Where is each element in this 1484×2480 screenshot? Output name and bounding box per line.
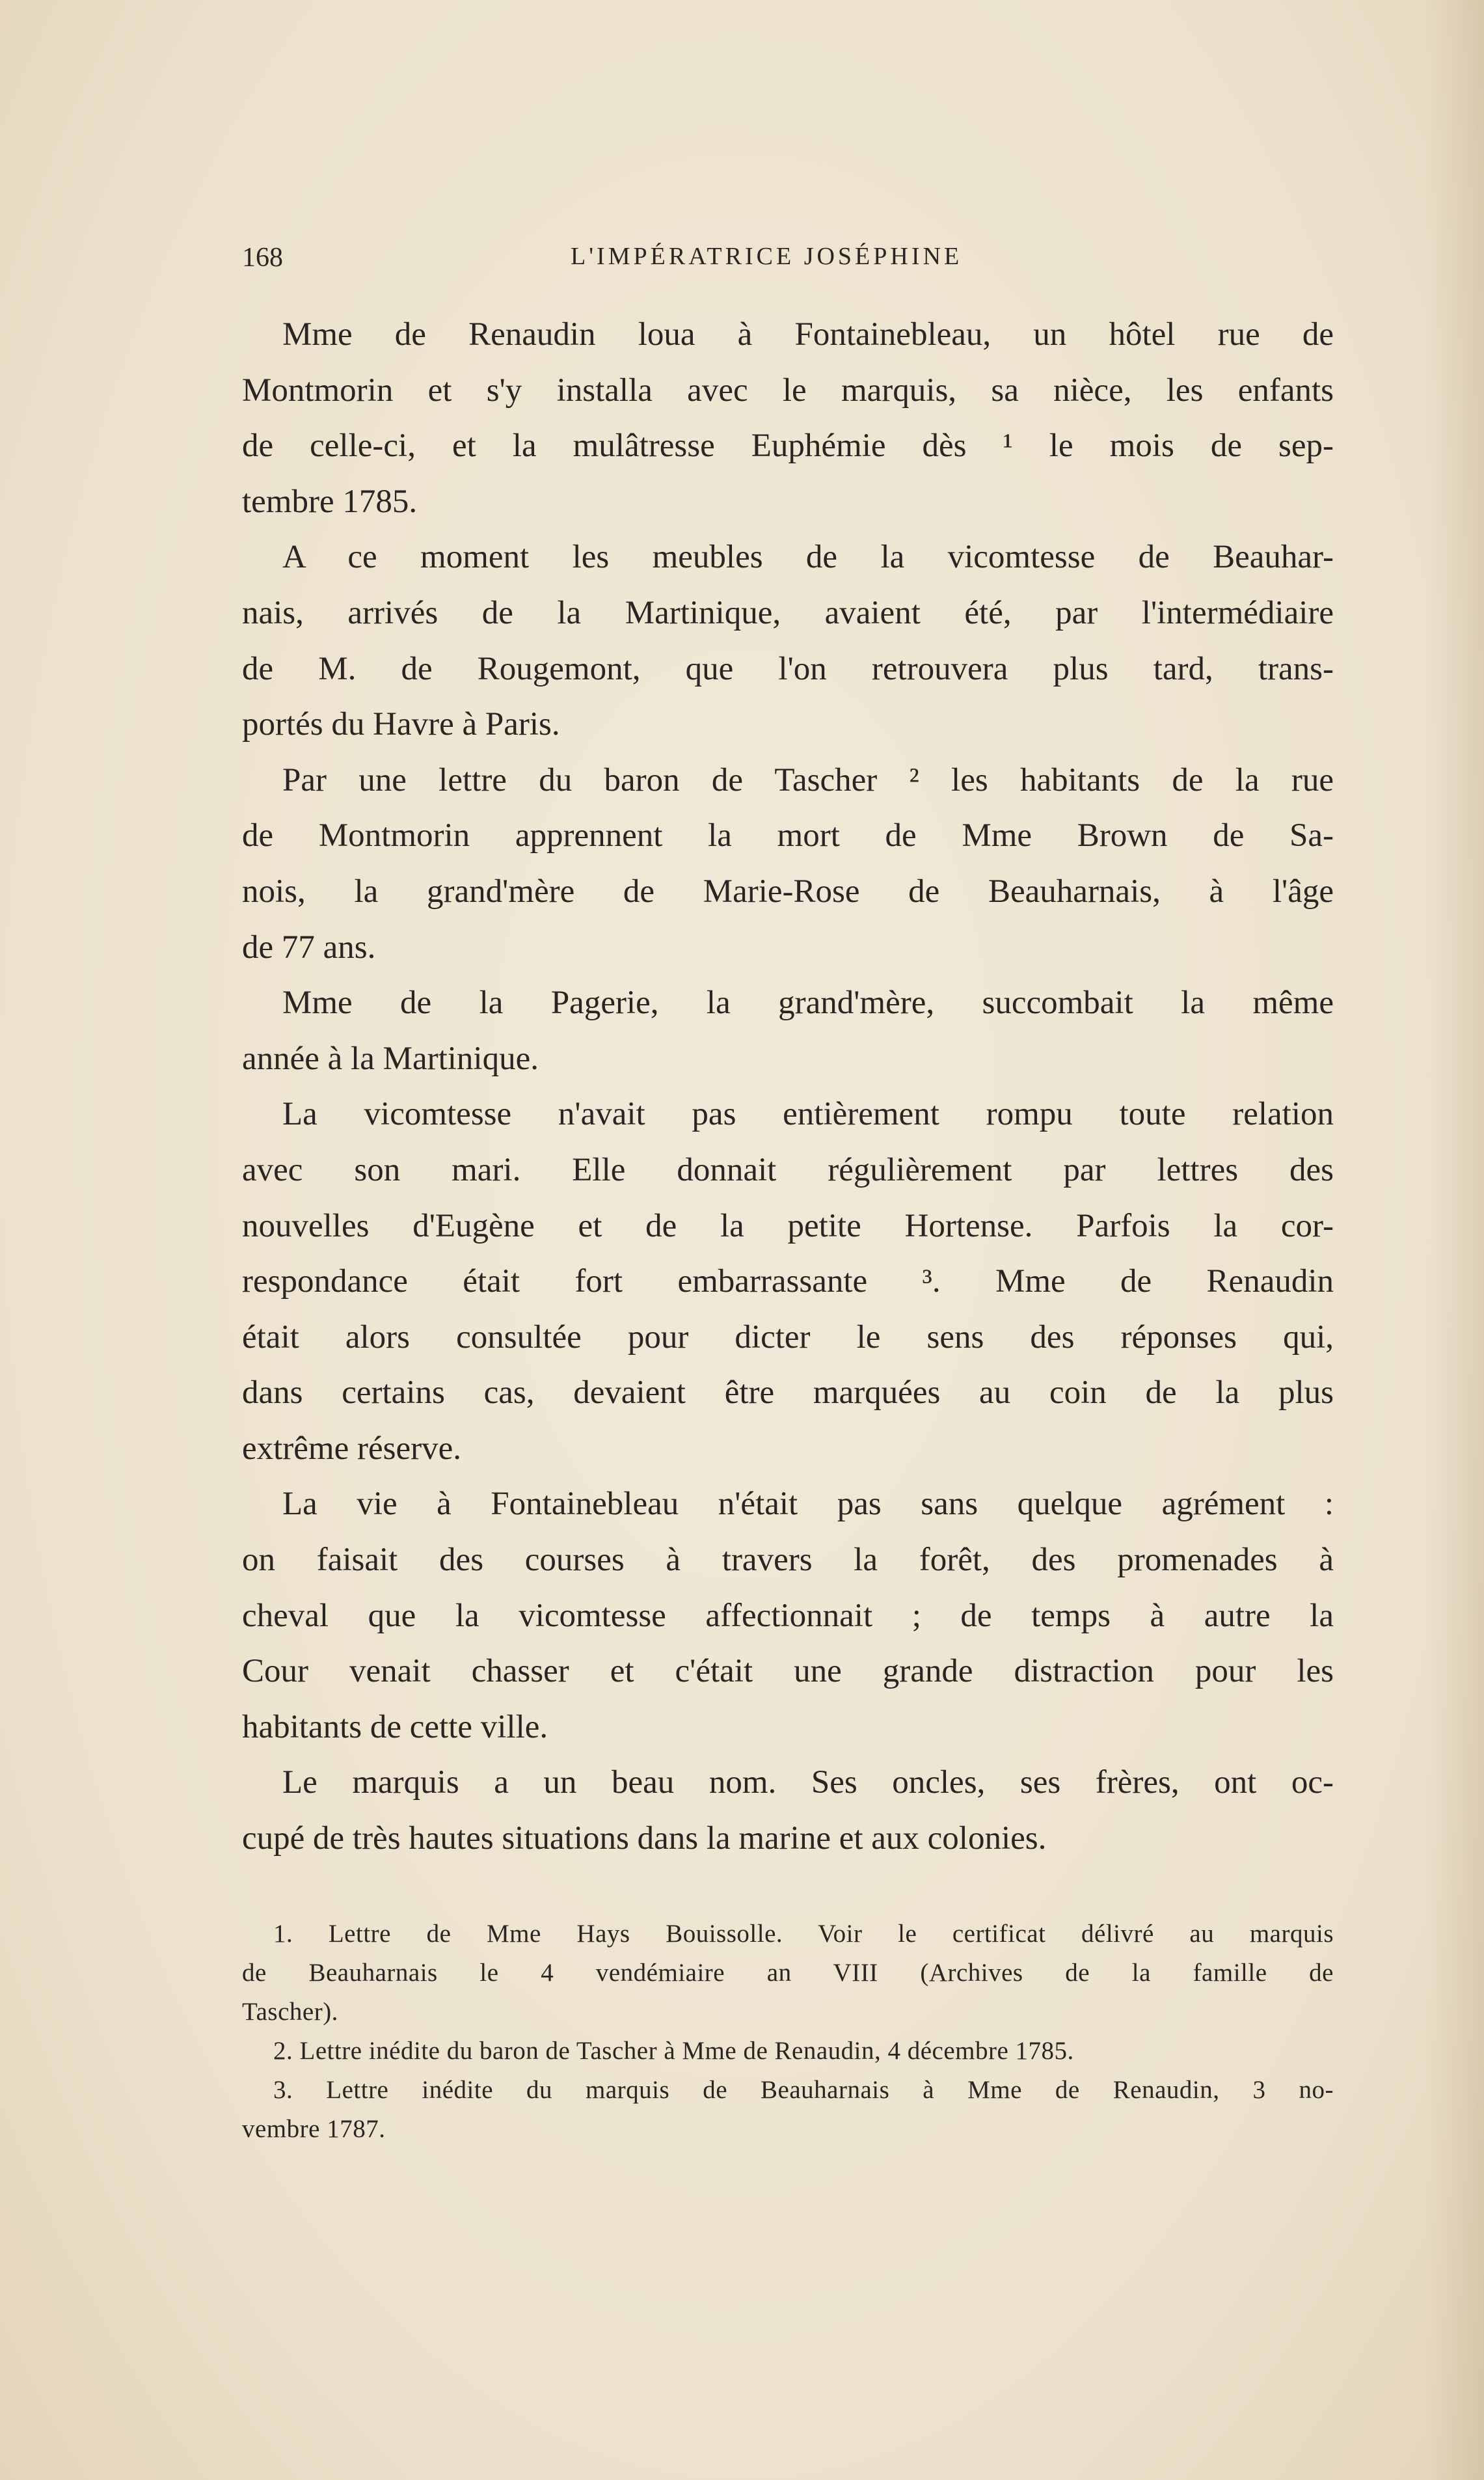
text-line: Montmorin et s'y installa avec le marquis, sa nièce, les enfants [242,372,1334,409]
text-line: portés du Havre à Paris. [242,706,560,743]
text-line: avec son mari. Elle donnait régulièrement par lettres des [242,1151,1334,1188]
text-line: de M. de Rougemont, que l'on retrouvera plus tard, trans- [242,650,1334,687]
text-line: Le marquis a un beau nom. Ses oncles, ses frères, ont oc- [282,1764,1334,1801]
text-line: année à la Martinique. [242,1040,539,1077]
footnote-line: de Beauharnais le 4 vendémiaire an VIII (Archives de la famille de [242,1959,1334,1987]
paragraph [242,1755,1334,1866]
running-title: L'IMPÉRATRICE JOSÉPHINE [571,243,963,270]
text-line: Cour venait chasser et c'était une grande distraction pour les [242,1653,1334,1690]
text-line: de celle-ci, et la mulâtresse Euphémie dès ¹ le mois de sep- [242,428,1334,465]
text-line: cheval que la vicomtesse affectionnait ; de temps à autre la [242,1597,1334,1634]
footnote-line: Tascher). [242,1998,338,2026]
footnote [242,2071,1334,2149]
paragraph [242,753,1334,975]
footnotes [242,1915,1334,2149]
body-text [242,307,1334,1867]
text-line: nois, la grand'mère de Marie-Rose de Beauharnais, à l'âge [242,873,1334,910]
footnote [242,2032,1334,2071]
text-line: de 77 ans. [242,929,376,966]
text-line: on faisait des courses à travers la forêt, des promenades à [242,1542,1334,1579]
text-line: Mme de Renaudin loua à Fontainebleau, un hôtel rue de [282,316,1334,353]
text-line: tembre 1785. [242,483,418,520]
text-line: Mme de la Pagerie, la grand'mère, succombait la même [282,985,1334,1022]
text-line: nouvelles d'Eugène et de la petite Hortense. Parfois la cor- [242,1207,1334,1244]
text-line: était alors consultée pour dicter le sens des réponses qui, [242,1318,1334,1356]
footnote-line: 2. Lettre inédite du baron de Tascher à Mme de Renaudin, 4 décembre 1785. [273,2037,1074,2065]
text-line: respondance était fort embarrassante ³. Mme de Renaudin [242,1263,1334,1300]
text-line: de Montmorin apprennent la mort de Mme Brown de Sa- [242,817,1334,854]
text-line: habitants de cette ville. [242,1708,548,1745]
footnote-line: 3. Lettre inédite du marquis de Beauharnais à Mme de Renaudin, 3 no- [273,2076,1334,2104]
text-line: La vicomtesse n'avait pas entièrement rompu toute relation [282,1096,1334,1133]
text-line: dans certains cas, devaient être marquées au coin de la plus [242,1374,1334,1411]
footnote [242,1915,1334,2032]
text-line: Par une lettre du baron de Tascher ² les habitants de la rue [282,761,1334,798]
text-line: nais, arrivés de la Martinique, avaient été, par l'intermédiaire [242,594,1334,631]
page-number: 168 [242,243,283,273]
running-header [242,242,1334,281]
footnote-line: vembre 1787. [242,2115,386,2143]
paragraph [242,1477,1334,1755]
paragraph [242,530,1334,752]
text-line: A ce moment les meubles de la vicomtesse de Beauhar- [282,539,1334,576]
text-line: cupé de très hautes situations dans la marine et aux colonies. [242,1820,1047,1857]
paragraph [242,307,1334,530]
footnote-line: 1. Lettre de Mme Hays Bouissolle. Voir le certificat délivré au marquis [273,1920,1334,1948]
text-line: extrême réserve. [242,1430,461,1467]
page-edge-shadow [1425,0,1484,2480]
paragraph [242,975,1334,1087]
text-line: La vie à Fontainebleau n'était pas sans quelque agrément : [282,1486,1334,1523]
paragraph [242,1087,1334,1477]
